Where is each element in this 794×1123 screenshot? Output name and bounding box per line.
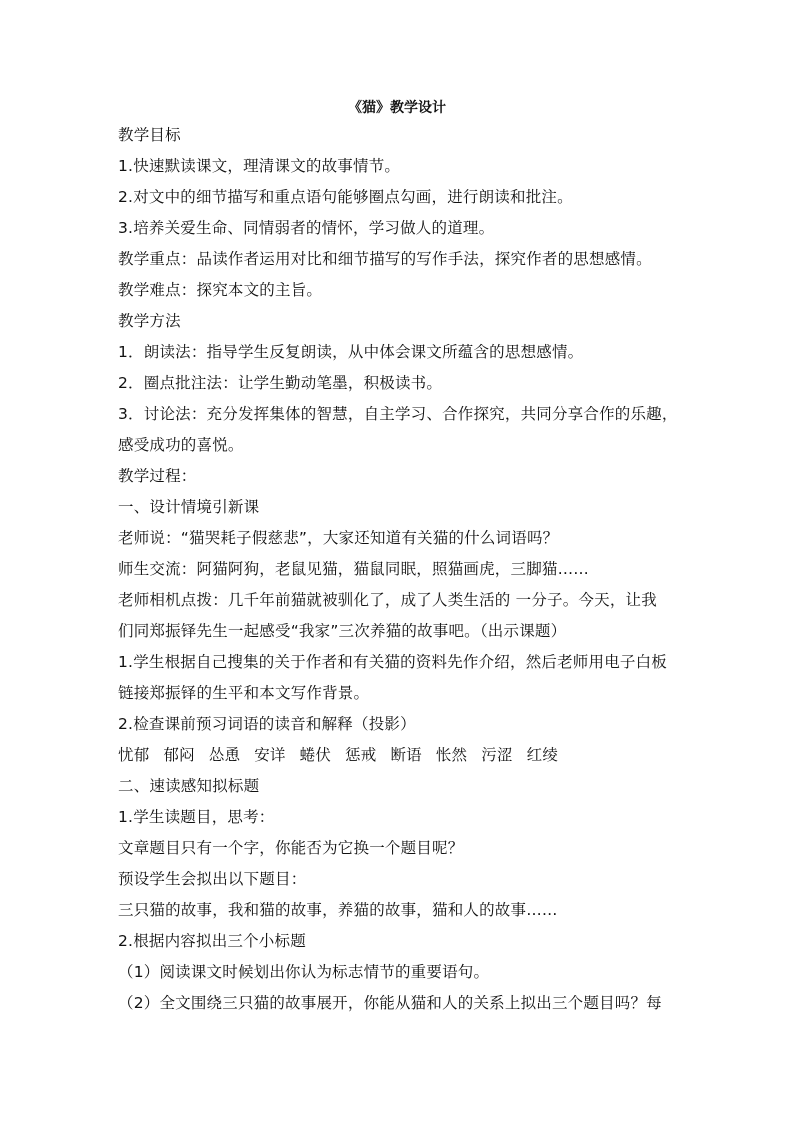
paragraph: 2.检查课前预习词语的读音和解释（投影）	[118, 715, 416, 733]
paragraph: 教学难点：探究本文的主旨。	[118, 281, 323, 299]
vocab-word: 怂恿	[208, 746, 241, 764]
paragraph: 感受成功的喜悦。	[118, 436, 244, 454]
paragraph: 老师相机点拨：几千年前猫就被驯化了，成了人类生活的 一分子。今天，让我	[118, 591, 657, 609]
paragraph: 文章题目只有一个字，你能否为它换一个题目呢？	[118, 839, 464, 857]
paragraph: 3．讨论法：充分发挥集体的智慧，自主学习、合作探究，共同分享合作的乐趣，	[118, 405, 678, 423]
paragraph: 教学过程：	[118, 467, 197, 485]
paragraph: 1.学生根据自己搜集的关于作者和有关猫的资料先作介绍，然后老师用电子白板	[118, 653, 667, 671]
section-heading: 一、设计情境引新课	[118, 498, 260, 516]
paragraph: 预设学生会拟出以下题目：	[118, 870, 307, 888]
vocab-word: 红绫	[526, 746, 559, 764]
paragraph: 1.快速默读课文，理清课文的故事情节。	[118, 157, 401, 175]
paragraph: （2）全文围绕三只猫的故事展开，你能从猫和人的关系上拟出三个题目吗？每	[118, 994, 662, 1012]
paragraph: 教学目标	[118, 126, 181, 144]
vocab-word: 忧郁	[118, 746, 150, 764]
paragraph: 1.学生读题目，思考：	[118, 808, 275, 826]
vocab-word: 断语	[390, 746, 422, 764]
section-heading: 二、速读感知拟标题	[118, 777, 260, 795]
paragraph: 师生交流：阿猫阿狗，老鼠见猫，猫鼠同眠，照猫画虎，三脚猫……	[118, 560, 590, 578]
paragraph: 链接郑振铎的生平和本文写作背景。	[118, 684, 370, 702]
paragraph: 三只猫的故事，我和猫的故事，养猫的故事，猫和人的故事……	[118, 901, 558, 919]
paragraph: （1）阅读课文时候划出你认为标志情节的重要语句。	[118, 963, 490, 981]
paragraph: 2．圈点批注法：让学生勤动笔墨，积极读书。	[118, 374, 443, 392]
vocab-word: 蜷伏	[299, 746, 332, 764]
document-body	[118, 120, 678, 1019]
paragraph: 老师说：“猫哭耗子假慈悲”，大家还知道有关猫的什么词语吗？	[118, 529, 559, 547]
vocab-word: 怅然	[435, 746, 468, 764]
paragraph: 2.根据内容拟出三个小标题	[118, 932, 306, 950]
vocab-word: 污涩	[481, 746, 513, 764]
vocab-word: 惩戒	[345, 746, 377, 764]
vocab-word: 安详	[254, 746, 286, 764]
paragraph: 教学方法	[118, 312, 181, 330]
paragraph: 1．朗读法：指导学生反复朗读，从中体会课文所蕴含的思想感情。	[118, 343, 584, 361]
vocab-word: 郁闷	[163, 746, 195, 764]
paragraph: 教学重点：品读作者运用对比和细节描写的写作手法，探究作者的思想感情。	[118, 250, 652, 268]
paragraph: 们同郑振铎先生一起感受“我家”三次养猫的故事吧。（出示课题）	[118, 622, 567, 640]
paragraph: 2.对文中的细节描写和重点语句能够圈点勾画，进行朗读和批注。	[118, 188, 573, 206]
paragraph: 3.培养关爱生命、同情弱者的情怀，学习做人的道理。	[118, 219, 495, 237]
vocabulary-list	[118, 740, 678, 771]
document-title: 《猫》教学设计	[348, 100, 446, 116]
